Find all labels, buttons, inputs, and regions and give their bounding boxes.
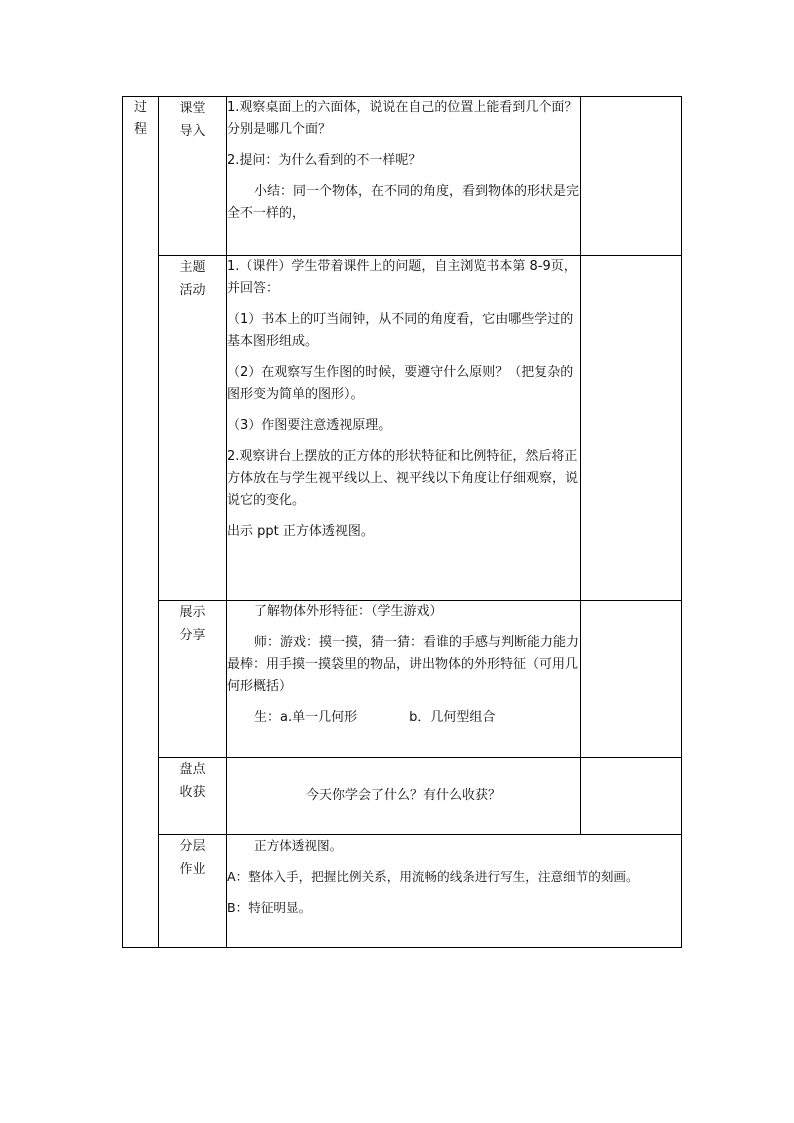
intro-p1: 1.观察桌面上的六面体，说说在自己的位置上能看到几个面？分别是哪几个面？ — [227, 100, 578, 137]
segment-label-bottom: 作业 — [179, 862, 206, 877]
lesson-plan-table — [122, 96, 682, 948]
segment-label-bottom: 活动 — [179, 283, 206, 298]
notes-share — [581, 601, 682, 758]
stage-cell — [123, 97, 159, 948]
activity-p1: 1.（课件）学生带着课件上的问题，自主浏览书本第 8-9页，并回答： — [227, 259, 577, 296]
intro-p2: 2.提问：为什么看到的不一样呢？ — [227, 153, 422, 168]
segment-label-top: 分层 — [179, 839, 206, 854]
share-p2: 师：游戏：摸一摸，猜一猜：看谁的手感与判断能力能力最棒：用手摸一摸袋里的物品，讲出物体的外形特征（可用几何形概括） — [227, 635, 580, 694]
segment-label-bottom: 收获 — [179, 785, 206, 800]
segment-label-intro — [159, 97, 227, 256]
segment-label-bottom: 分享 — [179, 628, 206, 643]
homework-p1: 正方体透视图。 — [254, 838, 343, 853]
content-summary — [227, 758, 581, 835]
segment-label-homework — [159, 835, 227, 948]
content-share — [227, 601, 581, 758]
notes-intro — [581, 97, 682, 256]
share-p3b: b．几何型组合 — [409, 710, 496, 725]
intro-p3: 小结：同一个物体，在不同的角度，看到物体的形状是完全不一样的， — [227, 184, 580, 221]
share-p3 — [227, 707, 580, 729]
segment-label-top: 课堂 — [179, 101, 206, 116]
segment-label-summary — [159, 758, 227, 835]
content-intro — [227, 97, 581, 256]
stage-label: 过程 — [133, 100, 147, 137]
activity-p3: （2）在观察写生作图的时候，要遵守什么原则？（把复杂的图形变为简单的图形）。 — [227, 365, 574, 402]
segment-label-bottom: 导入 — [179, 124, 206, 139]
notes-activity — [581, 256, 682, 601]
row-share — [123, 601, 682, 758]
segment-label-top: 盘点 — [179, 762, 206, 777]
segment-label-activity — [159, 256, 227, 601]
activity-p2: （1）书本上的叮当闹钟，从不同的角度看，它由哪些学过的基本图形组成。 — [227, 312, 574, 349]
notes-summary — [581, 758, 682, 835]
homework-p3: B：特征明显。 — [227, 900, 312, 915]
share-p3a: 生：a.单一几何形 — [254, 710, 358, 725]
activity-p4: （3）作图要注意透视原理。 — [227, 418, 392, 433]
homework-p2: A：整体入手，把握比例关系，用流畅的线条进行写生，注意细节的刻画。 — [227, 869, 639, 884]
content-activity — [227, 256, 581, 601]
segment-label-top: 展示 — [179, 605, 206, 620]
share-p1: 了解物体外形特征：（学生游戏） — [254, 604, 443, 619]
row-intro — [123, 97, 682, 256]
activity-p6: 出示 ppt 正方体透视图。 — [227, 524, 374, 539]
summary-p1: 今天你学会了什么？有什么收获？ — [305, 788, 501, 803]
content-homework — [227, 835, 682, 948]
row-homework — [123, 835, 682, 948]
row-summary — [123, 758, 682, 835]
segment-label-share — [159, 601, 227, 758]
segment-label-top: 主题 — [179, 260, 206, 275]
activity-p5: 2.观察讲台上摆放的正方体的形状特征和比例特征，然后将正方体放在与学生视平线以上、视平线以下角度让仔细观察，说说它的变化。 — [227, 449, 579, 508]
row-activity — [123, 256, 682, 601]
